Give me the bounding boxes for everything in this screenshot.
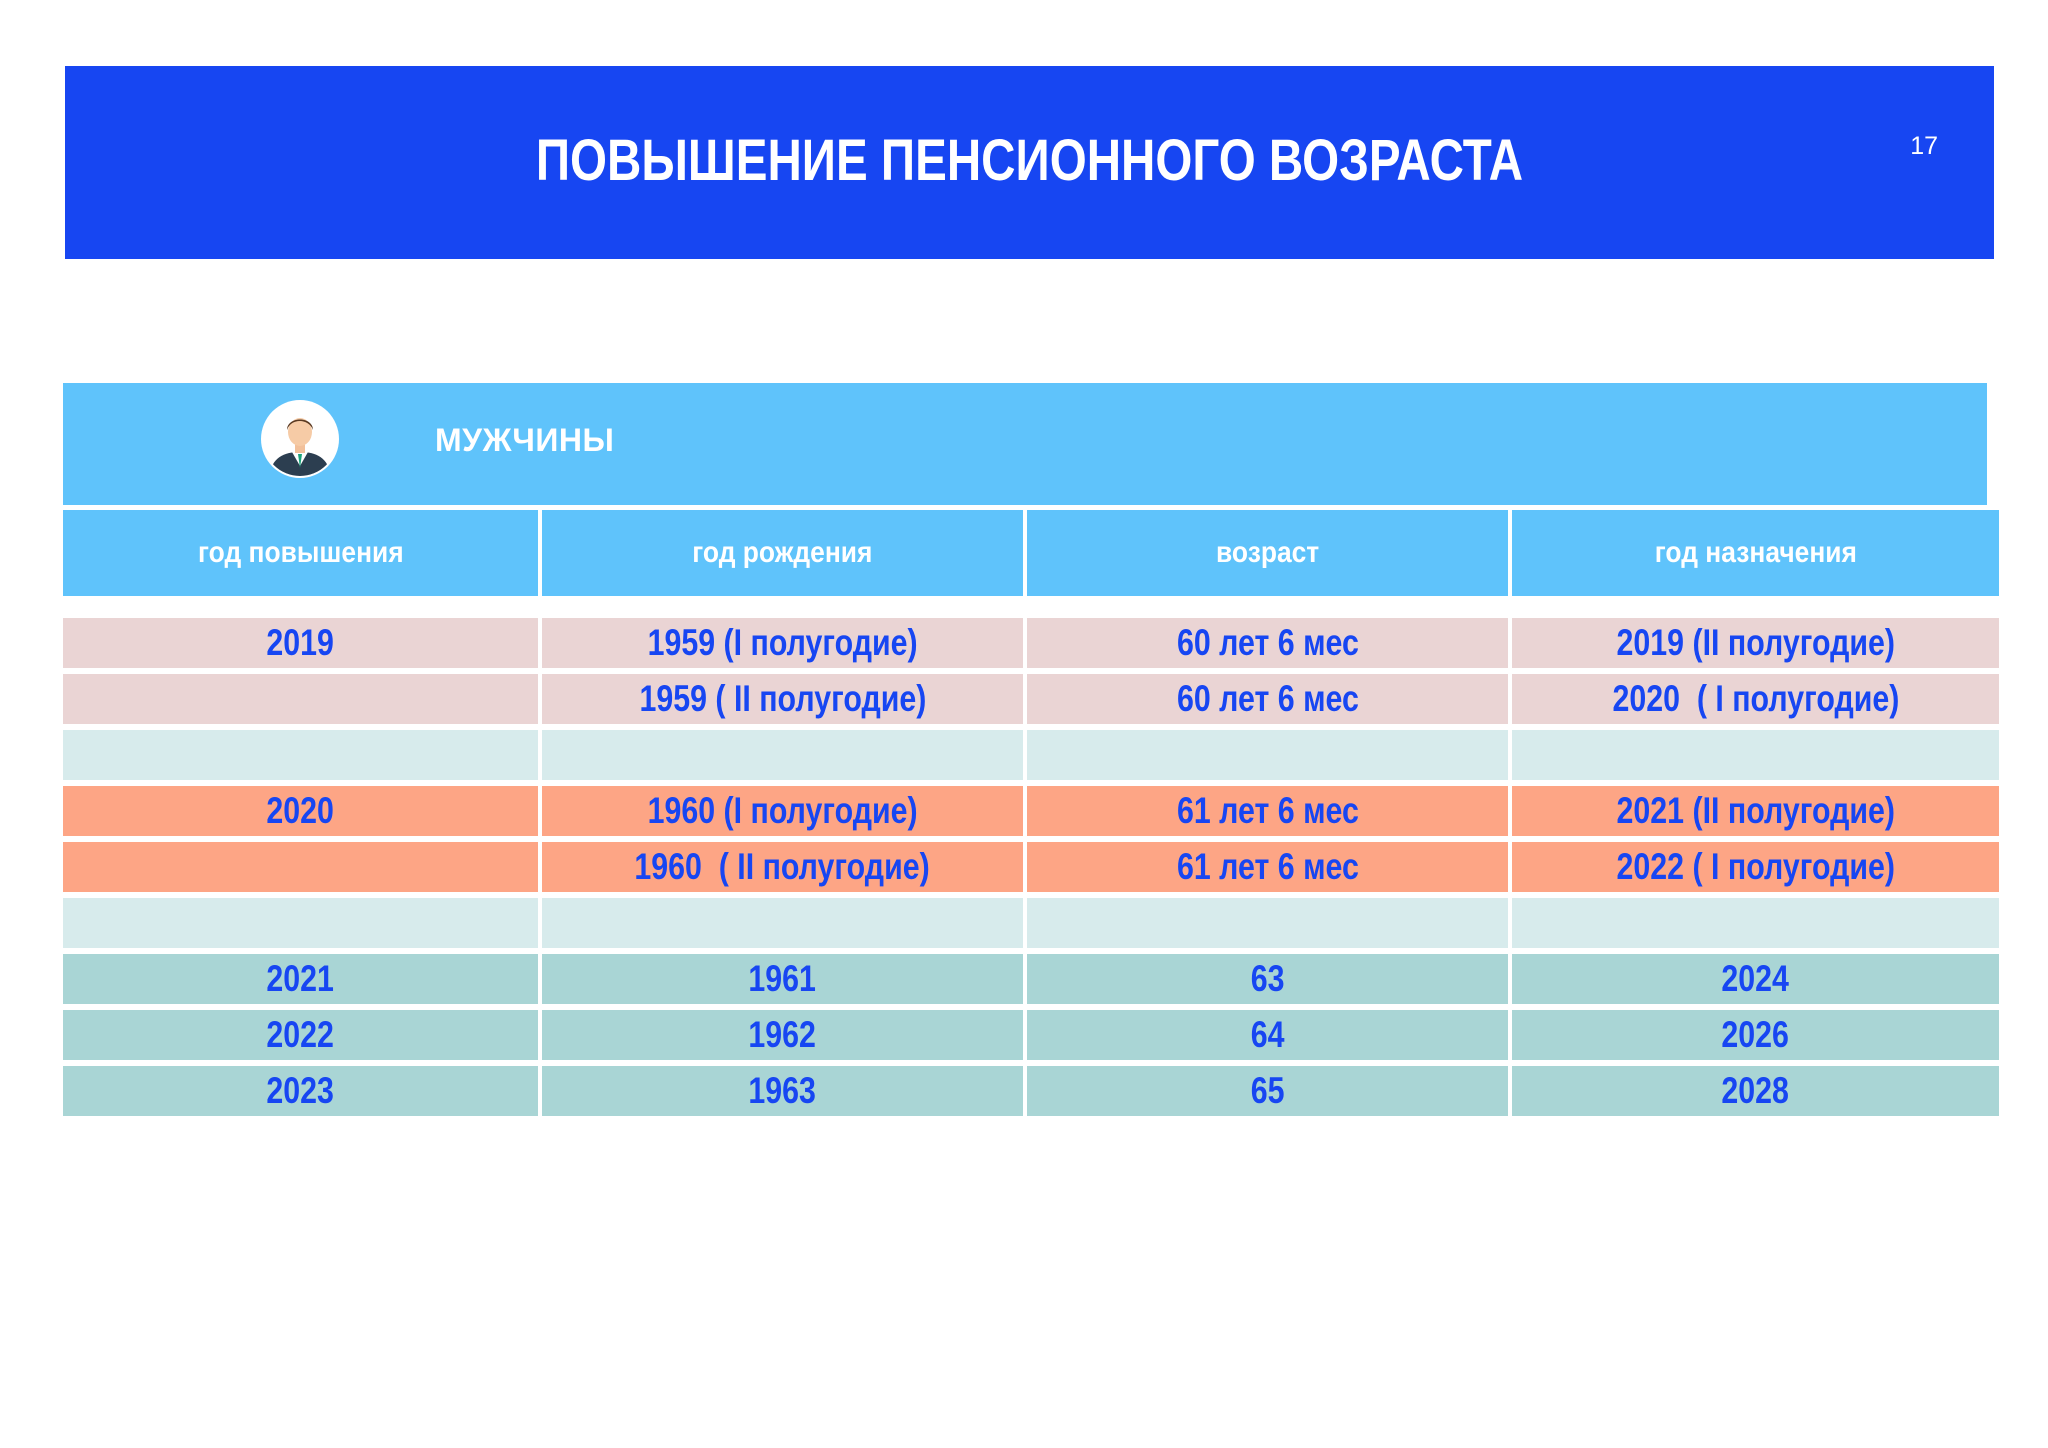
table-cell: 2024 [1512,954,1999,1004]
table-cell: 60 лет 6 мес [1027,618,1508,668]
table-cell: 1959 (I полугодие) [542,618,1023,668]
table-cell: 63 [1027,954,1508,1004]
man-avatar-icon [261,400,339,478]
table-row [63,954,1987,1004]
table-row [63,842,1987,892]
table-row [63,898,1987,948]
table-cell [1512,730,1999,780]
table-cell: 2019 [63,618,538,668]
table-cell [63,898,538,948]
column-header-age: возраст [1027,510,1508,596]
page-title: ПОВЫШЕНИЕ ПЕНСИОННОГО ВОЗРАСТА [535,128,1524,193]
table-row [63,1010,1987,1060]
table-row [63,730,1987,780]
table-cell [1027,730,1508,780]
table-cell: 2020 ( I полугодие) [1512,674,1999,724]
table-cell: 64 [1027,1010,1508,1060]
table-cell: 65 [1027,1066,1508,1116]
table-cell: 2022 [63,1010,538,1060]
table-cell: 2028 [1512,1066,1999,1116]
table-cell: 2021 [63,954,538,1004]
table-cell: 1960 (I полугодие) [542,786,1023,836]
table-cell [63,674,538,724]
table-cell: 60 лет 6 мес [1027,674,1508,724]
table-row [63,786,1987,836]
table-cell: 2022 ( I полугодие) [1512,842,1999,892]
table-cell [63,730,538,780]
table-cell [63,842,538,892]
table-cell [542,898,1023,948]
column-header-birth-year: год рождения [542,510,1023,596]
table-cell [542,730,1023,780]
column-headers [63,505,1987,596]
section-label: МУЖЧИНЫ [435,422,615,458]
table-cell: 1960 ( II полугодие) [542,842,1023,892]
page-number: 17 [1910,132,1938,160]
column-header-assignment-year: год назначения [1512,510,1999,596]
table-cell: 2026 [1512,1010,1999,1060]
table-row [63,1066,1987,1116]
pension-age-table [63,383,1987,1116]
table-cell: 1963 [542,1066,1023,1116]
table-row [63,674,1987,724]
table-cell: 1961 [542,954,1023,1004]
table-cell: 61 лет 6 мес [1027,786,1508,836]
table-body [63,618,1987,1116]
table-cell: 1959 ( II полугодие) [542,674,1023,724]
section-header-men [63,383,1987,505]
table-cell: 2021 (II полугодие) [1512,786,1999,836]
table-cell: 1962 [542,1010,1023,1060]
table-cell: 2019 (II полугодие) [1512,618,1999,668]
table-row [63,618,1987,668]
table-cell: 2020 [63,786,538,836]
column-header-year-raise: год повышения [63,510,538,596]
table-cell: 2023 [63,1066,538,1116]
table-cell: 61 лет 6 мес [1027,842,1508,892]
title-banner [65,66,1994,259]
table-cell [1512,898,1999,948]
table-cell [1027,898,1508,948]
